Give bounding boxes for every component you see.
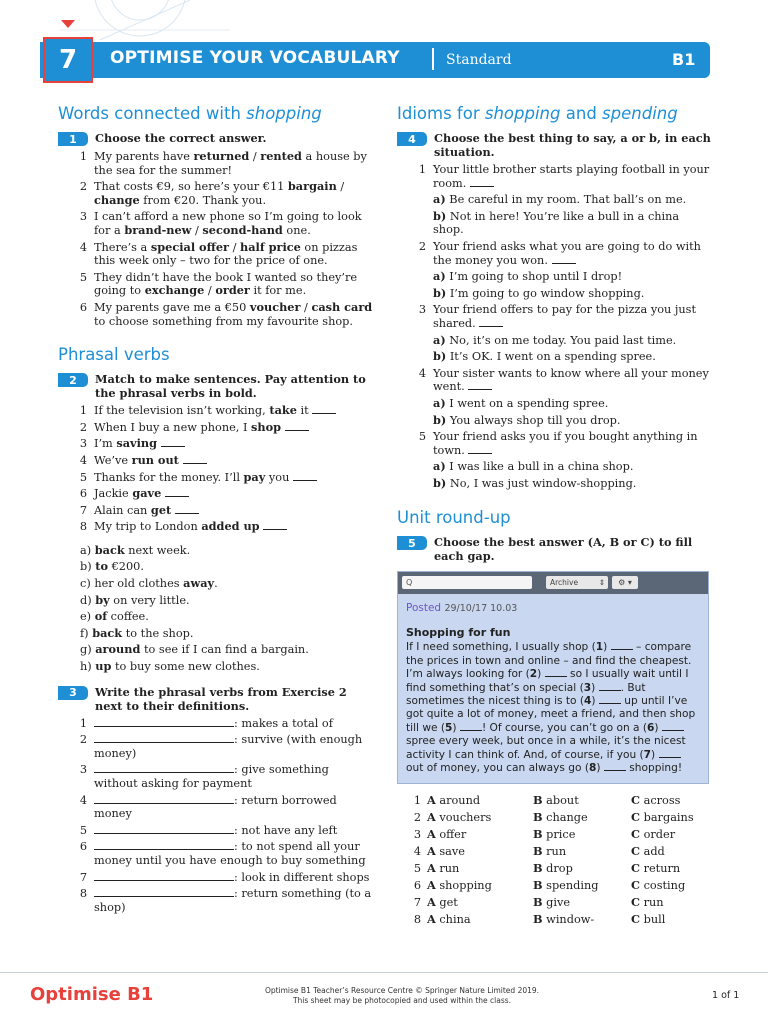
answer-option[interactable]: B spending [533,878,599,893]
option-item: a) back next week. [80,542,191,557]
answer-option[interactable]: A china [427,912,471,927]
answer-option[interactable]: C bargains [631,810,694,825]
item-text: Alain can get [94,504,376,518]
item-text: : give something without asking for payment [94,763,329,790]
item-number: 6 [79,300,87,314]
answer-blank[interactable] [94,824,234,834]
option-item: c) her old clothes away. [80,576,218,591]
answer-blank[interactable] [470,177,494,187]
grade-label: B1 [672,50,696,69]
item-text: : to not spend all your money until you have enough to buy something [94,840,366,867]
answer-blank[interactable] [165,487,189,497]
item-number: 2 [79,180,87,194]
blog-paragraph: If I need something, I usually shop (1) – compare the prices in town and online – and find the cheapest. I’m always looking for (2) so I usually wait until I find something that’s on special (3) . But sometimes the nicest thing is to (4) up until I’ve got quite a lot of money, meet a friend, and then shop till we (5) ! Of course, you can’t go on a (6) spree every week, but once in a while, it’s the nicest activity I can think of. And, of course, if you (7) out of money, you can always go (8) shopping! [406,641,696,774]
item-number: 4 [79,793,87,807]
answer-options-table [397,794,713,926]
answer-blank[interactable] [263,520,287,530]
item-number: 2 [79,733,87,747]
page-title: OPTIMISE YOUR VOCABULARY [110,48,400,68]
option-item[interactable]: a) No, it’s on me today. You paid last time. [433,332,677,347]
exercise-number: 5 [397,536,427,550]
option-item[interactable]: a) Be careful in my room. That ball’s on me. [433,192,687,207]
item-text: I can’t afford a new phone so I’m going to look for a brand-new / second-hand one. [94,210,362,237]
list-item [58,504,376,518]
exercise-number: 1 [58,132,88,146]
item-number: 1 [79,150,87,163]
answer-blank[interactable] [94,794,234,804]
exercise-number: 3 [58,686,88,700]
list-item [58,271,376,298]
list-item [58,487,376,501]
exercise-instruction: Match to make sentences. Pay attention to the phrasal verbs in bold. [95,372,366,401]
answer-option[interactable]: A save [427,844,465,859]
exercise-instruction: Write the phrasal verbs from Exercise 2 next to their definitions. [95,684,347,713]
exercise-instruction: Choose the best answer (A, B or C) to fill each gap. [434,535,693,564]
blog-search-input[interactable] [402,576,532,589]
list-item [58,887,376,914]
item-text: My parents have returned / rented a house by the sea for the summer! [94,149,367,177]
chevron-updown-icon: ⇕ [598,578,605,588]
unit-marker-arrow-icon [61,20,75,28]
list-item [58,454,376,468]
item-number: 3 [79,210,87,224]
option-item: e) of coffee. [80,609,149,624]
item-text: Your friend asks you if you bought anything in town. [433,430,698,457]
list-item [58,794,376,821]
answer-option[interactable]: A get [427,895,458,910]
answer-row [397,862,713,876]
blog-title: Shopping for fun [406,625,511,639]
exercise-3-header [58,685,376,713]
section-title-unit-roundup: Unit round-up [397,508,511,528]
item-number: 6 [79,487,87,501]
item-number: 7 [79,870,87,884]
section-title-italic: shopping [484,104,561,123]
exercise-2-items [58,404,376,534]
answer-option[interactable]: B window- [533,912,595,927]
archive-dropdown[interactable] [546,576,608,589]
exercise-instruction: Choose the correct answer. [95,131,267,145]
answer-blank[interactable] [94,840,234,850]
header-divider [432,48,434,70]
list-item [58,437,376,451]
exercise-instruction: Choose the best thing to say, a or b, in each situation. [434,131,711,159]
item-text: Jackie gave [94,487,376,501]
search-icon: Q [406,578,413,588]
answer-blank[interactable] [183,454,207,464]
posted-label: Posted [406,602,442,615]
list-item [58,520,376,534]
exercise-2-options [58,544,376,674]
answer-number: 8 [413,913,421,927]
item-number: 8 [79,520,87,534]
option-item: d) by on very little. [80,592,190,607]
list-item [58,871,376,885]
option-item[interactable]: b) No, I was just window-shopping. [433,475,637,490]
list-item [397,430,713,457]
answer-blank[interactable] [94,717,234,727]
list-item [58,824,376,838]
item-number: 1 [79,716,87,730]
list-item [58,763,376,790]
answer-option[interactable]: B about [533,793,579,808]
answer-option[interactable]: C run [631,895,664,910]
list-item [58,404,376,418]
left-column [58,104,376,917]
answer-row [397,811,713,825]
answer-number: 3 [413,828,421,842]
answer-blank[interactable] [161,437,185,447]
footer-copyright [232,986,572,1006]
section-title-part: Words connected with [58,104,247,123]
list-item [58,301,376,328]
option-item[interactable]: a) I’m going to shop until I drop! [433,269,623,284]
option-item[interactable]: a) I was like a bull in a china shop. [433,459,634,474]
copyright-line: Optimise B1 Teacher’s Resource Centre © Springer Nature Limited 2019. [264,986,540,995]
posted-date: 29/10/17 10.03 [444,603,518,615]
answer-blank[interactable] [312,404,336,414]
answer-option[interactable]: B drop [533,861,573,876]
option-item: g) around to see if I can find a bargain. [80,642,309,657]
posted-line [406,602,700,615]
list-item [397,163,713,190]
answer-row [397,879,713,893]
option-item[interactable]: b) Not in here! You’re like a bull in a china shop. [433,208,680,237]
answer-option[interactable]: A around [427,793,481,808]
item-number: 5 [79,270,87,284]
item-text: They didn’t have the book I wanted so they’re going to exchange / order it for me. [94,270,358,298]
answer-option[interactable]: C across [631,793,681,808]
list-item [58,717,376,731]
answer-blank[interactable] [479,317,503,327]
item-text: That costs €9, so here’s your €11 bargain / change from €20. Thank you. [94,179,345,207]
item-number: 4 [418,366,426,380]
gear-icon[interactable]: ⚙ ▾ [612,576,638,589]
list-item [58,210,376,237]
answer-option[interactable]: B change [533,810,588,825]
exercise-1-items [58,150,376,328]
answer-blank[interactable] [468,380,492,390]
list-item [397,240,713,267]
item-number: 2 [418,239,426,253]
exercise-4-items [397,163,713,490]
item-text: : makes a total of [94,717,376,731]
exercise-5-header [397,535,713,563]
page-number: 1 of 1 [712,990,740,1001]
item-text: My parents gave me a €50 voucher / cash card to choose something from my favourite shop. [94,299,373,328]
item-text: : return something (to a shop) [94,887,372,914]
answer-row [397,828,713,842]
answer-option[interactable]: B price [533,827,576,842]
answer-blank[interactable] [285,421,309,431]
footer-brand: Optimise B1 [30,984,154,1005]
item-number: 3 [418,303,426,317]
blog-post-panel [397,571,709,784]
item-number: 6 [79,840,87,854]
answer-option[interactable]: A shopping [427,878,492,893]
archive-label: Archive [550,578,579,588]
answer-row [397,896,713,910]
option-item[interactable]: b) I’m going to go window shopping. [433,285,645,300]
option-item[interactable]: a) I went on a spending spree. [433,395,609,410]
option-item: b) to €200. [80,559,144,574]
item-text: When I buy a new phone, I shop [94,421,376,435]
exercise-1-header [58,131,376,146]
item-text: Your friend offers to pay for the pizza you just shared. [433,303,696,330]
section-title-part: Idioms for [397,104,485,123]
answer-blank[interactable] [552,254,576,264]
answer-option[interactable]: A run [427,861,460,876]
section-title-phrasal-verbs: Phrasal verbs [58,345,170,365]
item-text: My trip to London added up [94,520,376,534]
answer-number: 4 [413,845,421,859]
item-number: 1 [418,163,426,176]
answer-number: 7 [413,896,421,910]
option-item: f) back to the shop. [80,625,194,640]
answer-blank[interactable] [94,763,234,773]
item-number: 7 [79,503,87,517]
exercise-3-items [58,717,376,915]
item-number: 5 [79,470,87,484]
item-text: Thanks for the money. I’ll pay you [94,471,376,485]
item-text: Your friend asks what you are going to do with the money you won. [433,239,701,267]
answer-row [397,913,713,927]
answer-blank[interactable] [293,471,317,481]
section-title-italic: spending [602,104,678,123]
section-title-part: and [560,104,603,123]
exercise-number: 4 [397,132,427,146]
list-item [58,180,376,207]
list-item [58,840,376,867]
list-item [58,241,376,268]
item-number: 4 [79,240,87,254]
list-item [58,150,376,177]
section-title-italic: shopping [246,104,322,123]
item-text: Your little brother starts playing football in your room. [433,163,710,190]
unit-number: 7 [43,37,93,83]
item-text: : return borrowed money [94,793,337,821]
answer-number: 6 [413,879,421,893]
right-column [397,104,713,930]
exercise-4-header [397,131,713,159]
item-number: 2 [79,420,87,434]
item-number: 3 [79,763,87,777]
answer-option[interactable]: C add [631,844,665,859]
answer-row [397,845,713,859]
list-item [58,471,376,485]
item-number: 5 [79,823,87,837]
answer-option[interactable]: C return [631,861,681,876]
answer-option[interactable]: C costing [631,878,686,893]
answer-option[interactable]: B run [533,844,567,859]
answer-blank[interactable] [468,444,492,454]
option-item[interactable]: b) It’s OK. I went on a spending spree. [433,349,656,364]
list-item [397,303,713,330]
item-text: I’m saving [94,437,376,451]
answer-blank[interactable] [94,733,234,743]
option-item: h) up to buy some new clothes. [80,659,260,674]
option-item[interactable]: b) You always shop till you drop. [433,412,621,427]
answer-option[interactable]: C order [631,827,676,842]
section-title-words-shopping [58,104,376,123]
item-text: : look in different shops [94,871,376,885]
copyright-line: This sheet may be photocopied and used within the class. [292,996,512,1005]
answer-blank[interactable] [175,504,199,514]
answer-number: 1 [413,794,421,808]
item-number: 8 [79,887,87,901]
answer-option[interactable]: B give [533,895,571,910]
list-item [58,733,376,760]
blog-toolbar [398,572,708,594]
blog-body [398,594,708,783]
item-text: Your sister wants to know where all your money went. [433,366,709,394]
item-number: 1 [79,404,87,418]
exercise-2-header [58,372,376,400]
answer-option[interactable]: C bull [631,912,666,927]
item-text: : not have any left [94,824,376,838]
list-item [397,367,713,394]
item-text: : survive (with enough money) [94,733,363,760]
answer-number: 5 [413,862,421,876]
footer-divider [0,972,768,973]
answer-blank[interactable] [94,871,234,881]
answer-option[interactable]: A offer [427,827,467,842]
level-label: Standard [446,52,512,68]
item-number: 5 [418,430,426,444]
answer-row [397,794,713,808]
section-title-idioms [397,104,713,123]
answer-blank[interactable] [94,887,234,897]
list-item [58,421,376,435]
answer-option[interactable]: A vouchers [427,810,492,825]
item-number: 3 [79,437,87,451]
item-text: We’ve run out [94,454,376,468]
item-text: There’s a special offer / half price on pizzas this week only – two for the price of one. [94,239,358,268]
item-text: If the television isn’t working, take it [94,404,376,418]
item-number: 4 [79,453,87,467]
answer-number: 2 [413,811,421,825]
exercise-number: 2 [58,373,88,387]
